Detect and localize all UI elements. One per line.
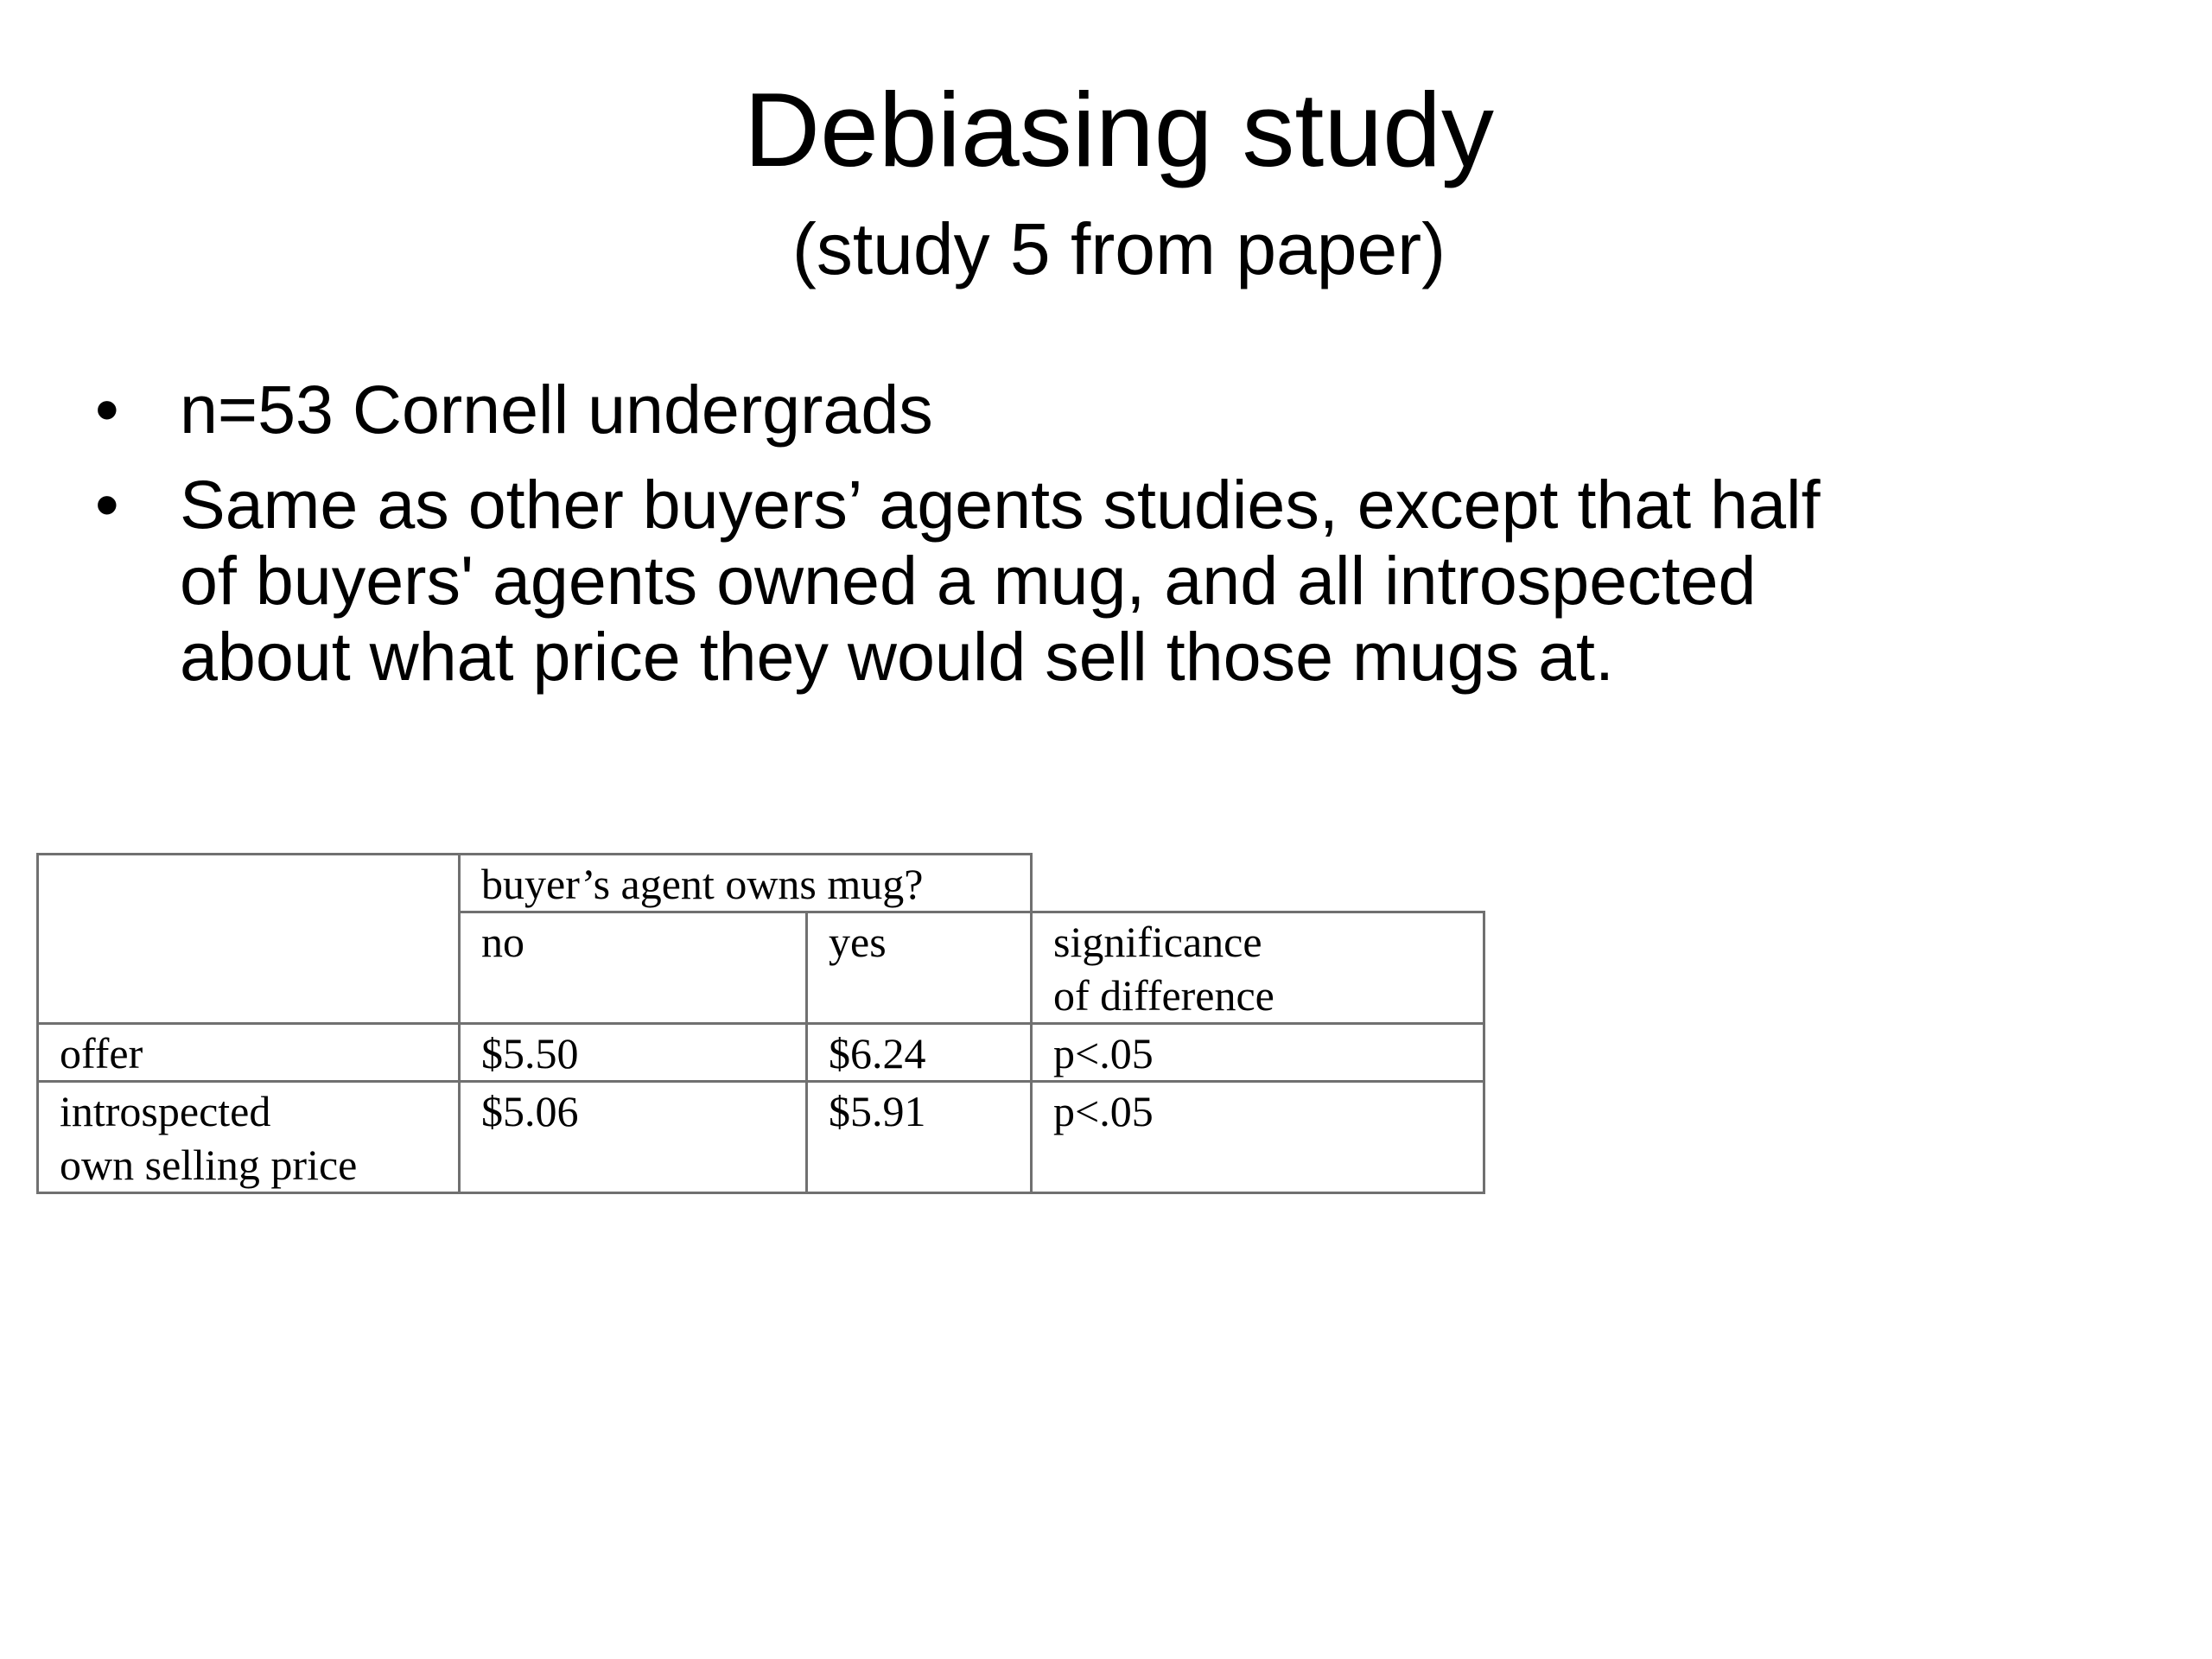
row-label: offer — [60, 1029, 143, 1077]
table-cell — [460, 1024, 807, 1082]
cell-value: p<.05 — [1053, 1087, 1154, 1135]
bullet-item — [0, 467, 2212, 695]
group-header-cell — [460, 855, 1032, 912]
column-header-label: no — [481, 918, 524, 966]
bullet-line: n=53 Cornell undergrads — [180, 371, 933, 448]
column-header-label: of difference — [1053, 971, 1274, 1020]
table-cell — [1032, 1024, 1484, 1082]
row-label-cell — [38, 1024, 460, 1082]
cell-value: $5.91 — [829, 1087, 926, 1135]
column-header-no — [460, 912, 807, 1024]
table-cell — [807, 1082, 1032, 1193]
column-header-yes — [807, 912, 1032, 1024]
row-label: own selling price — [60, 1141, 358, 1189]
column-header-label: significance — [1053, 918, 1262, 966]
table-cell — [807, 1024, 1032, 1082]
column-header-significance — [1032, 912, 1484, 1024]
cell-value: $6.24 — [829, 1029, 926, 1077]
bullet-line: Same as other buyers’ agents studies, except that half — [180, 466, 1821, 543]
results-table — [36, 853, 1485, 1194]
row-label-cell — [38, 1082, 460, 1193]
slide-subtitle: (study 5 from paper) — [791, 208, 1446, 289]
bullet-line: of buyers' agents owned a mug, and all introspected — [180, 542, 1757, 619]
cell-value: $5.06 — [481, 1087, 579, 1135]
group-header-label: buyer’s agent owns mug? — [481, 860, 924, 908]
table-cell — [460, 1082, 807, 1193]
table-row — [38, 1082, 1484, 1193]
bullet-text — [180, 467, 2115, 695]
row-label: introspected — [60, 1087, 271, 1135]
table-row — [38, 855, 1484, 912]
bullet-text — [180, 372, 2115, 448]
table-corner-cell — [38, 855, 460, 1024]
cell-value: $5.50 — [481, 1029, 579, 1077]
table-blank-cell — [1032, 855, 1484, 912]
bullet-marker: • — [95, 371, 119, 448]
bullet-list — [0, 372, 2212, 714]
bullet-line: about what price they would sell those mugs at. — [180, 618, 1614, 695]
bullet-marker: • — [95, 466, 119, 543]
cell-value: p<.05 — [1053, 1029, 1154, 1077]
bullet-item — [0, 372, 2212, 448]
table-cell — [1032, 1082, 1484, 1193]
table-row — [38, 1024, 1484, 1082]
column-header-label: yes — [829, 918, 887, 966]
slide-title: Debiasing study — [743, 71, 1495, 188]
